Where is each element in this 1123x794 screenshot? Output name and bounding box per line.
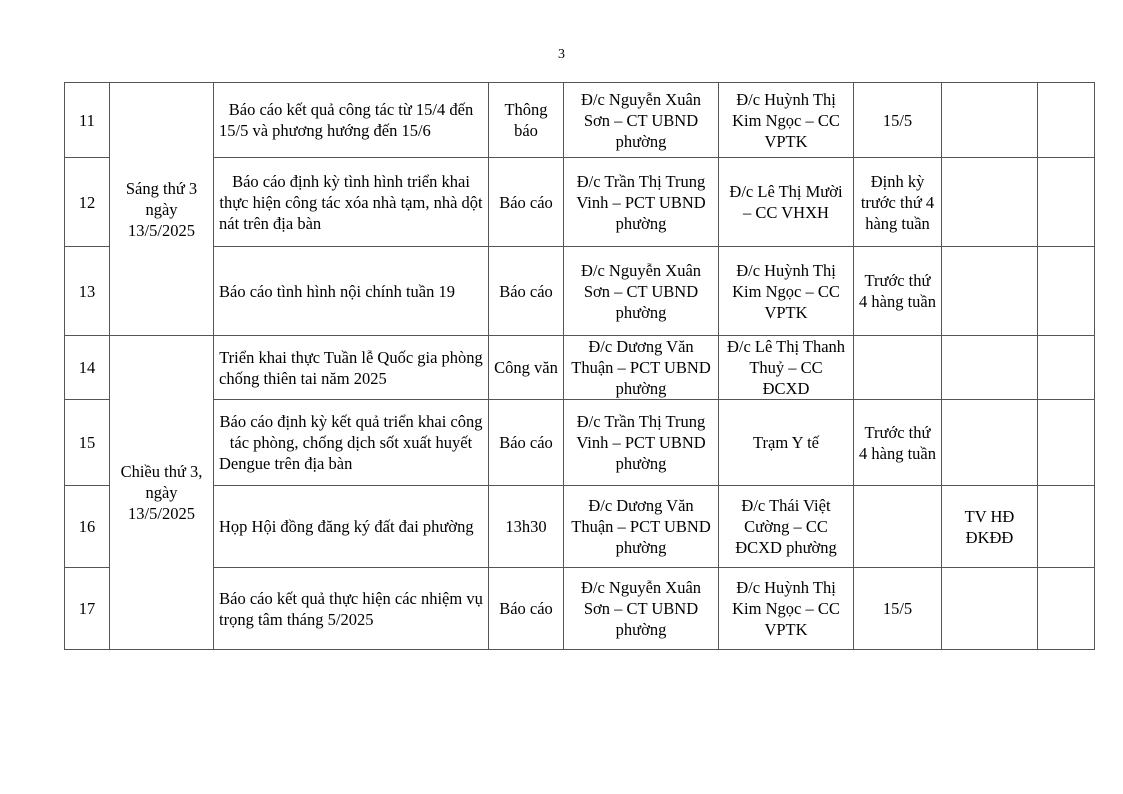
officer-cell: Đ/c Huỳnh Thị Kim Ngọc – CC VPTK — [719, 247, 854, 336]
type-cell: Báo cáo — [489, 400, 564, 486]
leader-cell: Đ/c Nguyễn Xuân Sơn – CT UBND phường — [564, 568, 719, 650]
note-cell — [1038, 486, 1095, 568]
leader-cell: Đ/c Trần Thị Trung Vinh – PCT UBND phường — [564, 400, 719, 486]
deadline-cell: 15/5 — [854, 83, 942, 158]
deadline-cell: Định kỳ trước thứ 4 hàng tuần — [854, 158, 942, 247]
task-cell: Báo cáo kết quả công tác từ 15/4 đến 15/5 và phương hướng đến 15/6 — [214, 83, 489, 158]
table-row — [65, 83, 1095, 158]
deadline-cell — [854, 486, 942, 568]
participants-cell — [942, 83, 1038, 158]
officer-cell: Trạm Y tế — [719, 400, 854, 486]
page-number: 3 — [558, 47, 565, 62]
participants-cell — [942, 158, 1038, 247]
session-cell: Sáng thứ 3 ngày 13/5/2025 — [110, 83, 214, 336]
note-cell — [1038, 247, 1095, 336]
table-row — [65, 486, 1095, 568]
table-row — [65, 400, 1095, 486]
officer-cell: Đ/c Huỳnh Thị Kim Ngọc – CC VPTK — [719, 83, 854, 158]
participants-cell — [942, 400, 1038, 486]
task-cell: Báo cáo kết quả thực hiện các nhiệm vụ trọng tâm tháng 5/2025 — [214, 568, 489, 650]
type-cell: Báo cáo — [489, 247, 564, 336]
table-row — [65, 158, 1095, 247]
schedule-table — [64, 82, 1095, 650]
participants-cell — [942, 247, 1038, 336]
leader-cell: Đ/c Nguyễn Xuân Sơn – CT UBND phường — [564, 83, 719, 158]
type-cell: Báo cáo — [489, 158, 564, 247]
leader-cell: Đ/c Dương Văn Thuận – PCT UBND phường — [564, 336, 719, 400]
table-row — [65, 336, 1095, 400]
leader-cell: Đ/c Nguyễn Xuân Sơn – CT UBND phường — [564, 247, 719, 336]
table-row — [65, 568, 1095, 650]
task-cell: Báo cáo định kỳ tình hình triển khai thực hiện công tác xóa nhà tạm, nhà dột nát trên địa bàn — [214, 158, 489, 247]
row-number: 11 — [65, 83, 110, 158]
deadline-cell — [854, 336, 942, 400]
task-cell: Báo cáo tình hình nội chính tuần 19 — [214, 247, 489, 336]
deadline-cell: Trước thứ 4 hàng tuần — [854, 400, 942, 486]
participants-cell — [942, 568, 1038, 650]
type-cell: Báo cáo — [489, 568, 564, 650]
row-number: 14 — [65, 336, 110, 400]
participants-cell: TV HĐ ĐKĐĐ — [942, 486, 1038, 568]
note-cell — [1038, 568, 1095, 650]
note-cell — [1038, 83, 1095, 158]
task-cell: Triển khai thực Tuần lễ Quốc gia phòng chống thiên tai năm 2025 — [214, 336, 489, 400]
row-number: 17 — [65, 568, 110, 650]
type-cell: 13h30 — [489, 486, 564, 568]
type-cell: Công văn — [489, 336, 564, 400]
deadline-cell: Trước thứ 4 hàng tuần — [854, 247, 942, 336]
session-cell: Chiều thứ 3, ngày 13/5/2025 — [110, 336, 214, 650]
task-cell: Họp Hội đồng đăng ký đất đai phường — [214, 486, 489, 568]
row-number: 15 — [65, 400, 110, 486]
leader-cell: Đ/c Dương Văn Thuận – PCT UBND phường — [564, 486, 719, 568]
table-row — [65, 247, 1095, 336]
row-number: 16 — [65, 486, 110, 568]
officer-cell: Đ/c Huỳnh Thị Kim Ngọc – CC VPTK — [719, 568, 854, 650]
type-cell: Thông báo — [489, 83, 564, 158]
participants-cell — [942, 336, 1038, 400]
officer-cell: Đ/c Lê Thị Mười – CC VHXH — [719, 158, 854, 247]
row-number: 13 — [65, 247, 110, 336]
note-cell — [1038, 400, 1095, 486]
officer-cell: Đ/c Lê Thị Thanh Thuỷ – CC ĐCXD — [719, 336, 854, 400]
note-cell — [1038, 158, 1095, 247]
note-cell — [1038, 336, 1095, 400]
officer-cell: Đ/c Thái Việt Cường – CC ĐCXD phường — [719, 486, 854, 568]
task-cell: Báo cáo định kỳ kết quả triển khai công tác phòng, chống dịch sốt xuất huyết Dengue trên địa bàn — [214, 400, 489, 486]
row-number: 12 — [65, 158, 110, 247]
deadline-cell: 15/5 — [854, 568, 942, 650]
leader-cell: Đ/c Trần Thị Trung Vinh – PCT UBND phường — [564, 158, 719, 247]
